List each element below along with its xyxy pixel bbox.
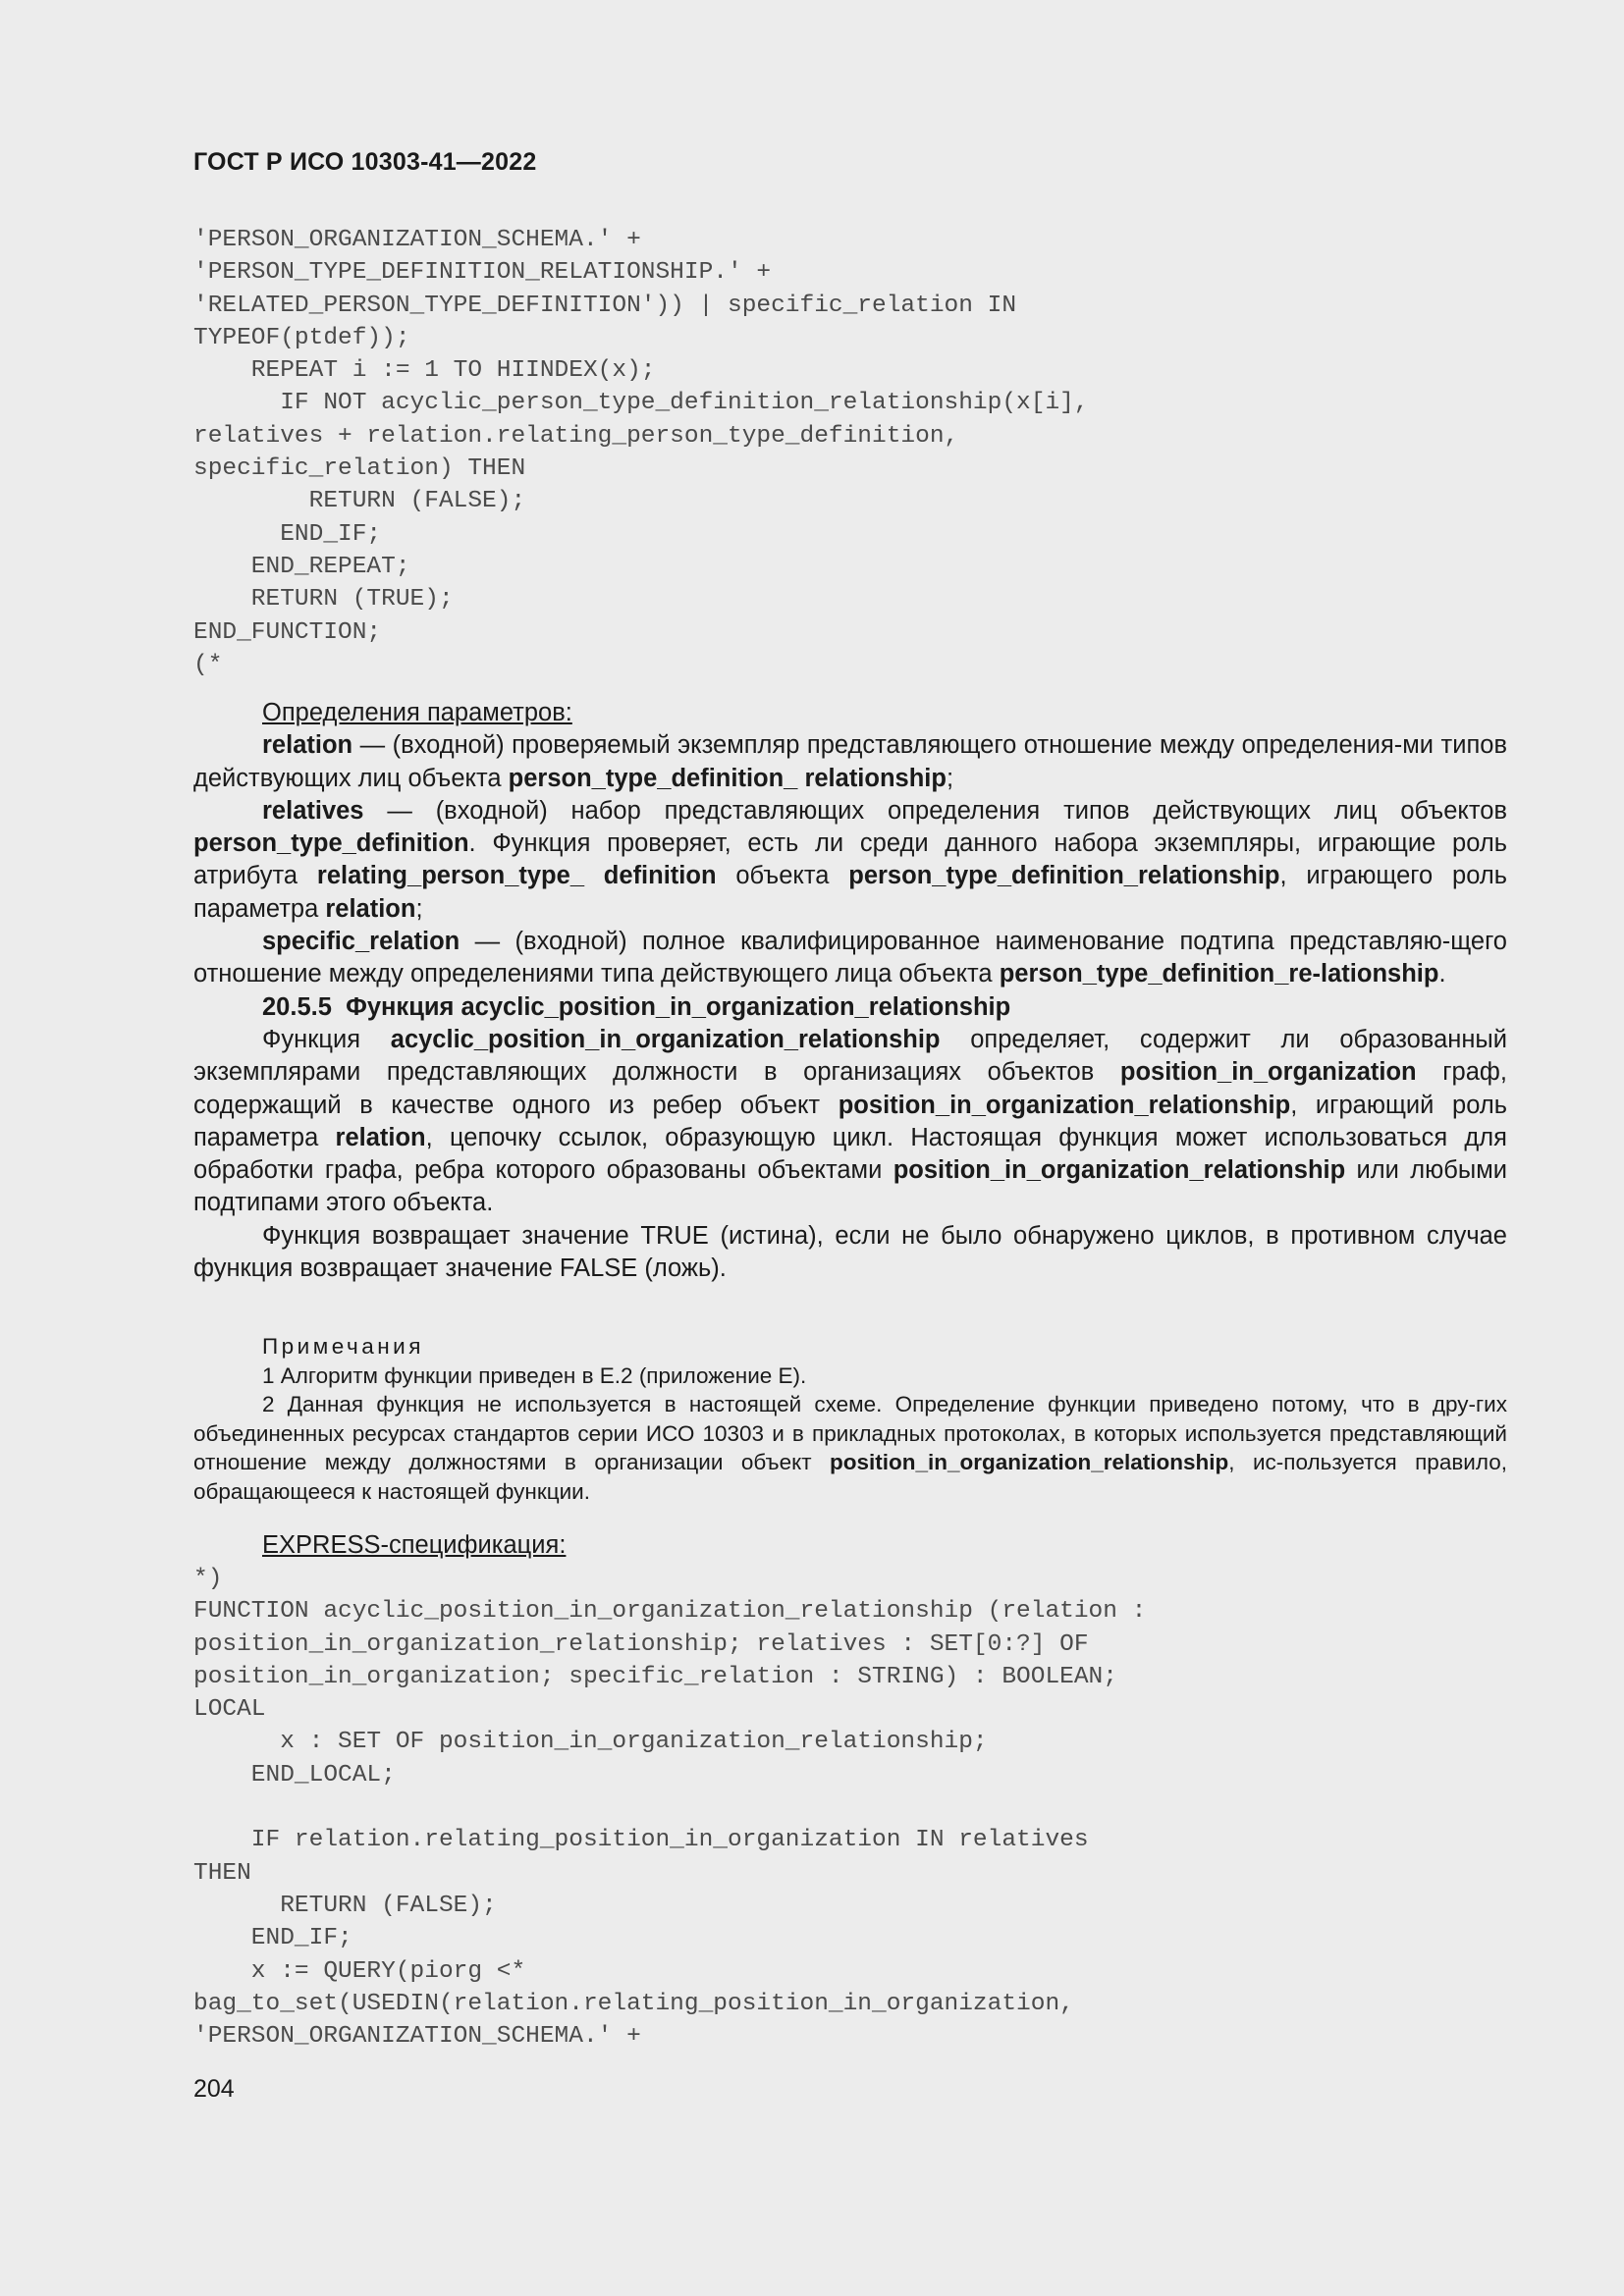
code-block-continuation — [193, 224, 1089, 681]
code-line: LOCAL — [193, 1696, 266, 1724]
code-line: END_REPEAT; — [193, 553, 410, 580]
code-line: 'PERSON_ORGANIZATION_SCHEMA.' + — [193, 227, 641, 253]
code-line: 'RELATED_PERSON_TYPE_DEFINITION')) | specific_relation IN — [193, 292, 1017, 319]
code-line: REPEAT i := 1 TO HIINDEX(x); — [193, 357, 656, 385]
code-line: RETURN (TRUE); — [193, 586, 454, 614]
code-line: IF relation.relating_position_in_organization IN relatives — [193, 1827, 1089, 1854]
section-heading: 20.5.5 Функция acyclic_position_in_organization_relationship — [262, 992, 1011, 1021]
params-heading: Определения параметров: — [262, 699, 572, 726]
code-line: 'PERSON_TYPE_DEFINITION_RELATIONSHIP.' + — [193, 259, 772, 287]
code-line: IF NOT acyclic_person_type_definition_relationship(x[i], — [193, 390, 1089, 417]
code-line: THEN — [193, 1859, 251, 1887]
code-line: RETURN (FALSE); — [193, 488, 526, 515]
parameter-definitions — [193, 697, 1507, 1285]
section-paragraph-1: Функция acyclic_position_in_organization_relationship определяет, содержит ли образованный экземплярами представляющих должности в организациях объектов position_in_organization граф, содержащий в качестве одного из ребер объект position_in_organization_relationship, играющий роль параметра relation, цепочку ссылок, образующую цикл. Настоящая функция может использоваться для обработки графа, ребра которого образованы объектами position_in_organization_relationship или любыми подтипами этого объекта. — [193, 1025, 1508, 1217]
page-number: 204 — [193, 2075, 235, 2103]
code-line: bag_to_set(USEDIN(relation.relating_position_in_organization, — [193, 1990, 1074, 2017]
param-relatives: relatives — (входной) набор представляющих определения типов действующих лиц объектов person_type_definition. Функция проверяет, есть ли среди данного набора экземпляры, играющие роль атрибута relating_person_type_ definition объекта person_type_definition_relationship, играющего роль параметра relation; — [193, 796, 1508, 923]
express-heading: EXPRESS-спецификация: — [262, 1531, 567, 1559]
note-2: 2 Данная функция не используется в настоящей схеме. Определение функции приведено потому, что в дру-гих объединенных ресурсах стандартов серии ИСО 10303 и в прикладных протоколах, в которых используется представляющий отношение между должностями в организации объект position_in_organization_relationship, ис-пользуется правило, обращающееся к настоящей функции. — [193, 1392, 1508, 1504]
code-block-express — [193, 1563, 1146, 2053]
code-line: x : SET OF position_in_organization_relationship; — [193, 1729, 988, 1756]
code-line — [193, 1791, 1146, 1824]
code-line: relatives + relation.relating_person_type_definition, — [193, 422, 959, 450]
express-heading-block — [193, 1529, 1507, 1562]
param-relation: relation — (входной) проверяемый экземпляр представляющего отношение между определения-ми типов действующих лиц объекта person_type_definition_ relationship; — [193, 731, 1507, 792]
note-1: 1 Алгоритм функции приведен в Е.2 (приложение Е). — [262, 1362, 807, 1388]
code-line: RETURN (FALSE); — [193, 1892, 497, 1919]
code-line: *) — [193, 1566, 223, 1592]
code-line: 'PERSON_ORGANIZATION_SCHEMA.' + — [193, 2023, 641, 2051]
code-line: position_in_organization_relationship; relatives : SET[0:?] OF — [193, 1630, 1089, 1658]
code-line: specific_relation) THEN — [193, 455, 526, 483]
code-line: END_LOCAL; — [193, 1761, 396, 1789]
code-line: END_IF; — [193, 1925, 352, 1952]
notes-title: Примечания — [262, 1334, 424, 1359]
code-line: END_IF; — [193, 520, 382, 548]
section-paragraph-2: Функция возвращает значение TRUE (истина), если не было обнаружено циклов, в противном случае функция возвращает значение FALSE (ложь). — [193, 1221, 1507, 1283]
code-line: position_in_organization; specific_relation : STRING) : BOOLEAN; — [193, 1663, 1117, 1690]
notes-block — [193, 1332, 1507, 1506]
code-line: TYPEOF(ptdef)); — [193, 324, 410, 351]
code-line: FUNCTION acyclic_position_in_organization_relationship (relation : — [193, 1598, 1147, 1626]
code-line: (* — [193, 651, 223, 678]
code-line: x := QUERY(piorg <* — [193, 1957, 526, 1985]
param-specific-relation: specific_relation — (входной) полное квалифицированное наименование подтипа представляю-щего отношение между определениями типа действующего лица объекта person_type_definition_re-lationship. — [193, 928, 1507, 988]
document-header: ГОСТ Р ИСО 10303-41—2022 — [193, 148, 537, 176]
code-line: END_FUNCTION; — [193, 618, 382, 646]
